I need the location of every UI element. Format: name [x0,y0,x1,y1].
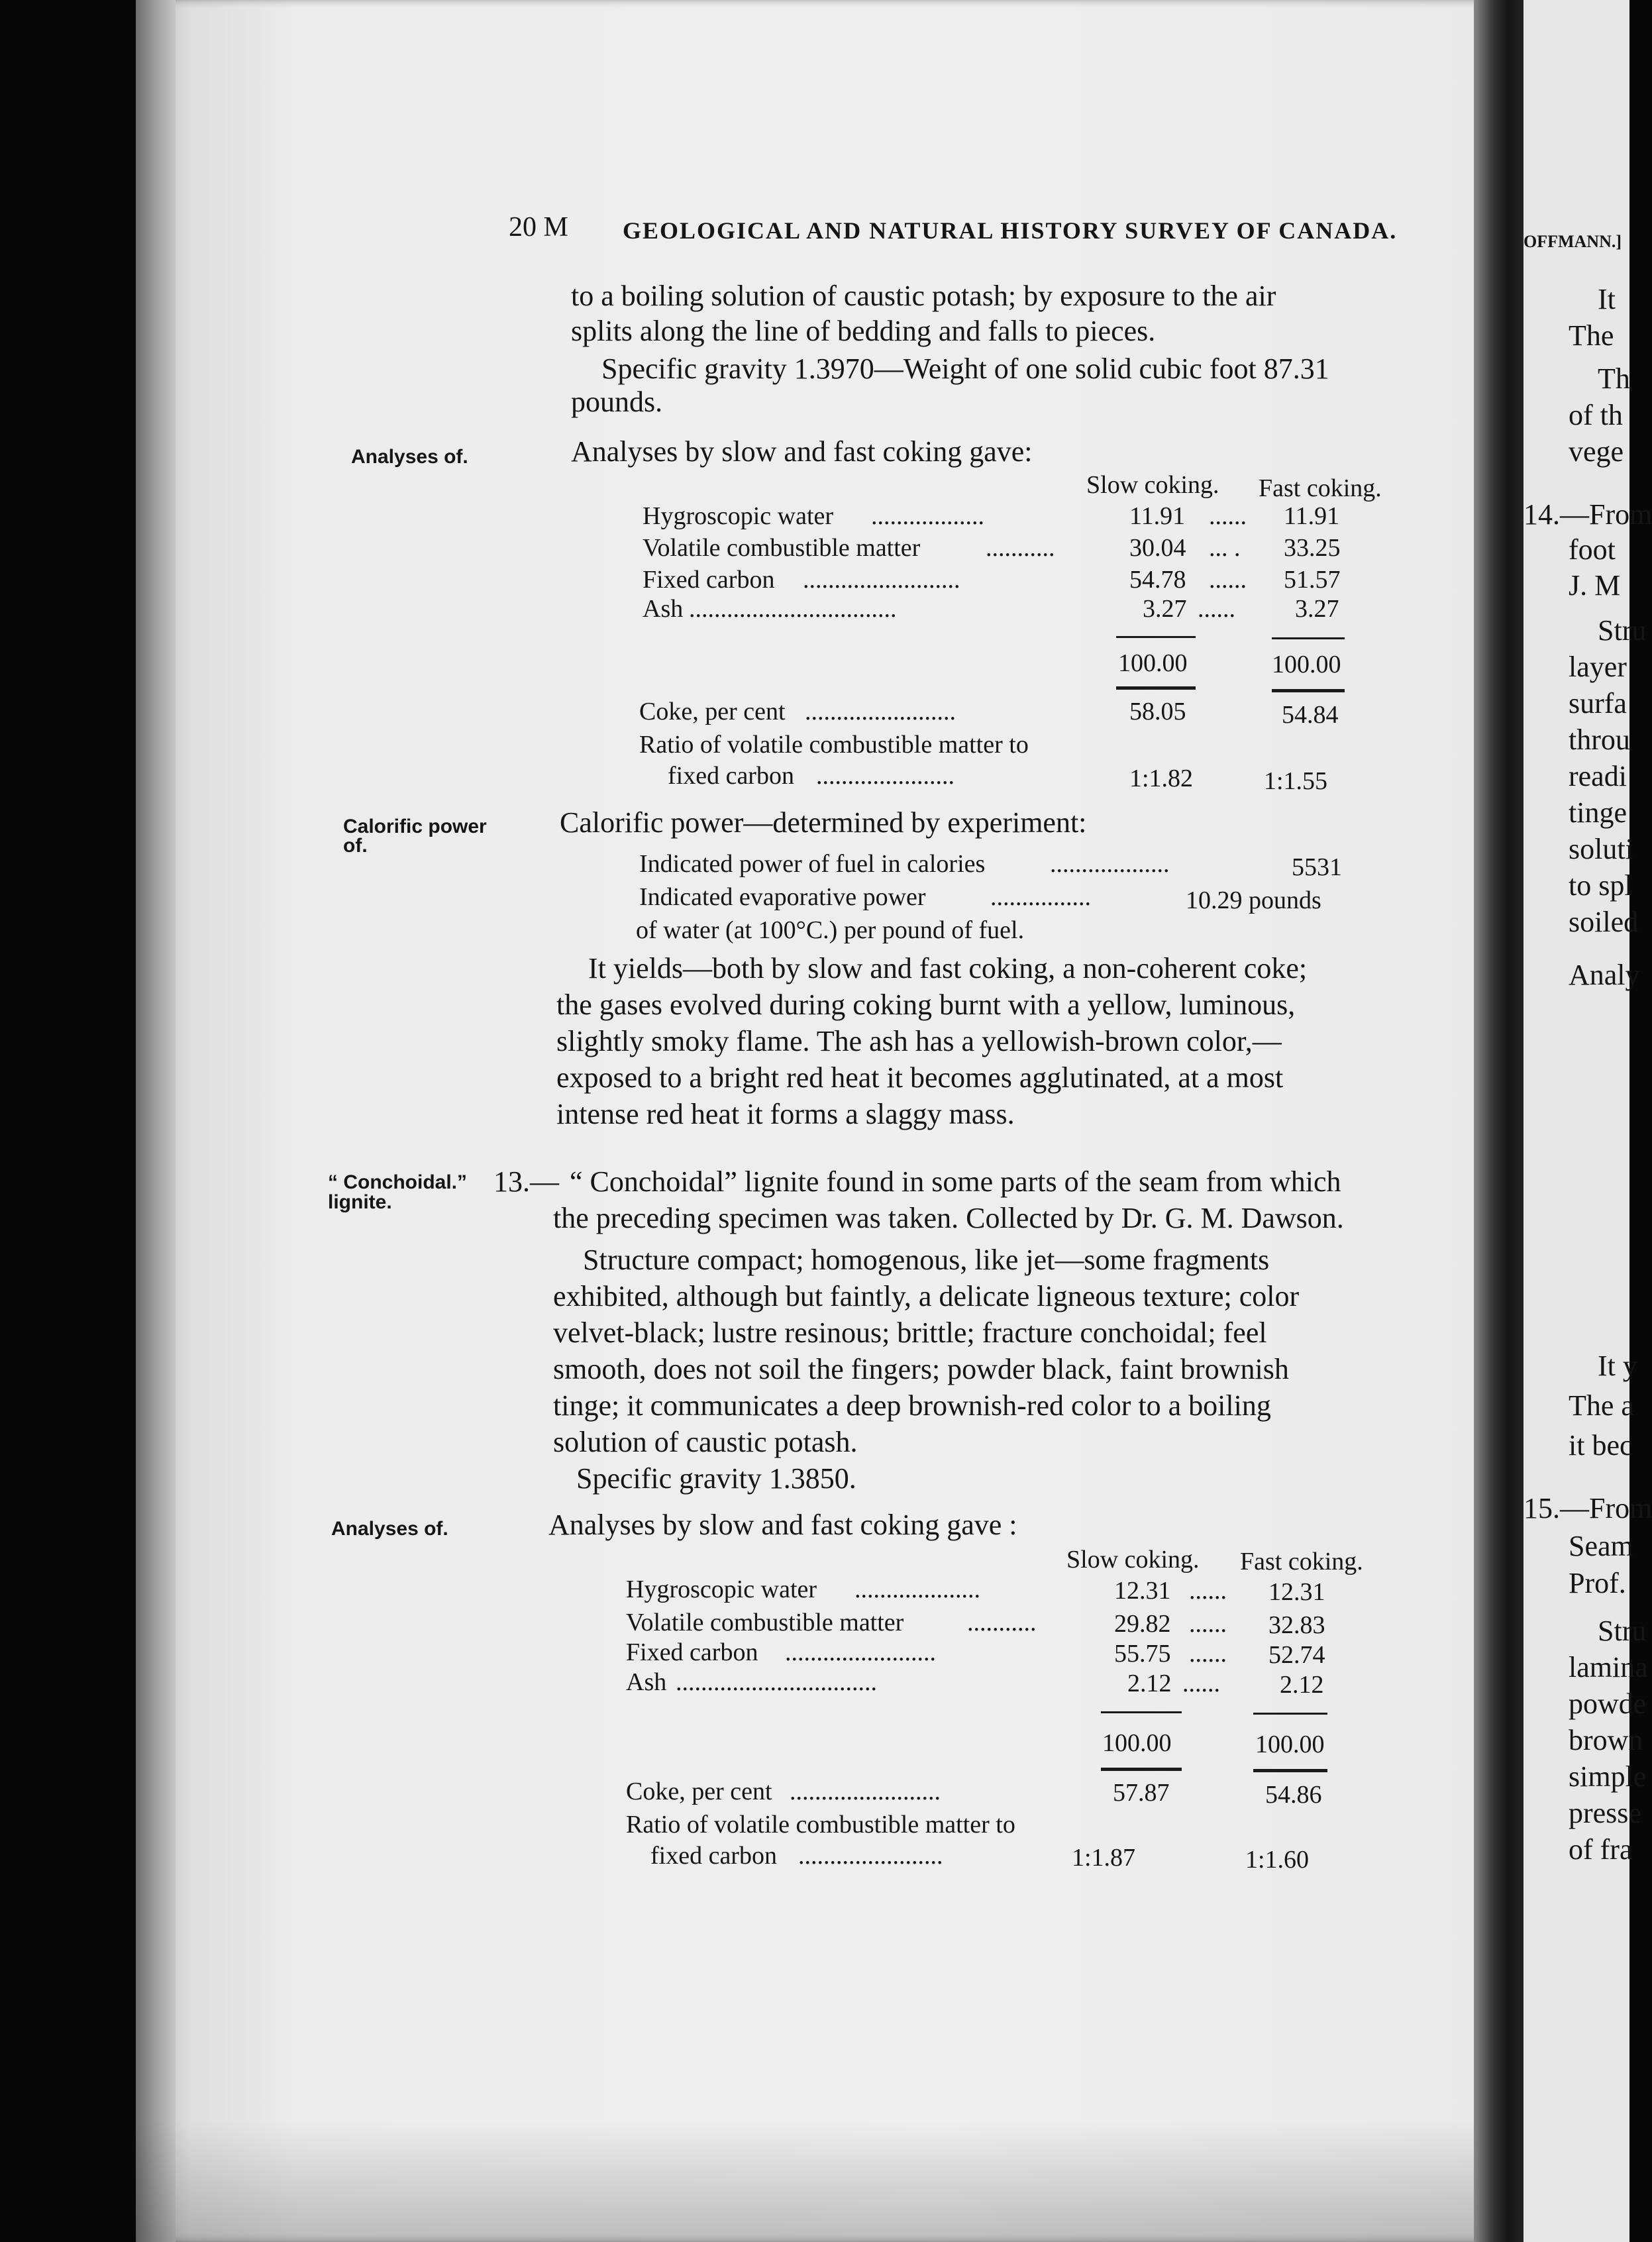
calorific-label: Indicated power of fuel in calories [639,850,986,878]
right-fragment: foot [1569,533,1616,566]
coke-label: Coke, per cent [639,698,786,725]
right-fragment: The [1569,319,1614,352]
body-line: “ Conchoidal” lignite found in some parts of the seam from which [570,1165,1341,1198]
ratio-fast: 1:1.60 [1245,1846,1310,1874]
right-fragment: of fra [1569,1833,1633,1866]
ratio-label: fixed carbon [668,762,794,790]
total-slow: 100.00 [1118,649,1188,677]
ratio-label: Ratio of volatile combustible matter to [639,731,1029,759]
cell-slow: 55.75 [1114,1640,1171,1668]
dot-leader: .................... [854,1575,980,1603]
right-fragment: surfa [1569,687,1627,720]
body-line: velvet-black; lustre resinous; brittle; fracture conchoidal; feel [553,1316,1267,1349]
right-page [1523,0,1652,2242]
right-fragment: Seam [1569,1530,1633,1562]
total-fast: 100.00 [1255,1731,1325,1758]
cell-slow: 12.31 [1114,1577,1171,1605]
cell-fast: 12.31 [1268,1578,1325,1606]
dot-leader: ...... [1209,566,1247,594]
sum-rule [1116,636,1196,638]
calorific-label: Indicated evaporative power [639,883,926,911]
cell-slow: 11.91 [1129,502,1186,530]
dot-leader: ................... [1050,850,1170,878]
total-rule [1116,686,1196,690]
right-fragment: soiled [1569,906,1639,938]
column-header-fast: Fast coking. [1240,1548,1363,1575]
cell-fast: 2.12 [1280,1671,1324,1699]
total-rule [1253,1769,1327,1772]
body-line: exposed to a bright red heat it becomes agglutinated, at a most [556,1061,1284,1094]
body-line: tinge; it communicates a deep brownish-red color to a boiling [553,1389,1271,1422]
right-fragment: of th [1569,399,1623,431]
sidenote-calorific: of. [343,835,368,857]
specific-gravity: Specific gravity 1.3970—Weight of one solid cubic foot 87.31 [601,352,1329,385]
sidenote-conchoidal: “ Conchoidal.” [328,1171,467,1193]
right-fragment: Stru [1598,614,1647,647]
body-line: exhibited, although but faintly, a delicate ligneous texture; color [553,1280,1300,1312]
calorific-heading: Calorific power—determined by experiment: [560,806,1087,839]
book-gutter [1474,0,1530,2242]
body-line: solution of caustic potash. [553,1426,858,1458]
right-fragment: simple [1569,1760,1647,1793]
ratio-label: Ratio of volatile combustible matter to [626,1811,1015,1839]
dot-leader: ... . [1209,534,1241,562]
running-title: GEOLOGICAL AND NATURAL HISTORY SURVEY OF CANADA. [623,217,1398,244]
cell-fast: 3.27 [1295,595,1339,623]
sidenote-conchoidal: lignite. [328,1191,392,1213]
column-header-fast: Fast coking. [1259,474,1382,502]
dot-leader: ...... [1209,502,1247,530]
dot-leader: ....................... [798,1842,943,1870]
dot-leader: ...... [1189,1640,1227,1668]
coke-fast: 54.86 [1265,1781,1322,1809]
sidenote-calorific: Calorific power [343,816,487,837]
coke-label: Coke, per cent [626,1778,772,1805]
right-fragment: lamina [1569,1651,1648,1683]
right-fragment: 14.—From [1523,498,1652,531]
dot-leader: ...... [1182,1670,1220,1697]
total-slow: 100.00 [1102,1729,1172,1757]
total-rule [1272,689,1345,692]
specific-gravity: Specific gravity 1.3850. [576,1462,856,1495]
row-label: Ash [643,595,684,623]
dot-leader: ........................ [790,1778,941,1805]
right-fragment: soluti [1569,833,1633,865]
right-fragment: The a [1569,1389,1634,1422]
row-label: Fixed carbon [643,566,775,594]
total-fast: 100.00 [1272,651,1341,678]
right-fragment: It y [1598,1350,1637,1382]
dot-leader: ...... [1189,1577,1227,1605]
body-line: Structure compact; homogenous, like jet—some fragments [583,1244,1270,1276]
sidenote-analyses: Analyses of. [331,1518,448,1540]
cell-fast: 52.74 [1268,1641,1325,1669]
dot-leader: ......................... [803,566,960,594]
coke-slow: 57.87 [1113,1779,1170,1807]
calorific-value: 10.29 pounds [1186,886,1321,914]
sum-rule [1272,637,1345,639]
dot-leader: ................................. [689,595,897,623]
cell-slow: 30.04 [1129,534,1186,562]
right-fragment: Th [1598,362,1630,395]
right-fragment: to spl [1569,869,1633,902]
row-label: Hygroscopic water [626,1575,817,1603]
body-line: smooth, does not soil the fingers; powder black, faint brownish [553,1353,1289,1385]
right-fragment: readi [1569,760,1627,792]
dot-leader: ................................ [676,1668,877,1696]
right-fragment: OFFMANN.] [1523,232,1622,251]
dot-leader: .................. [871,502,984,530]
dot-leader: ...... [1198,595,1235,623]
column-header-slow: Slow coking. [1066,1546,1200,1574]
row-label: Ash [626,1668,667,1696]
ratio-label: fixed carbon [650,1842,777,1870]
cell-fast: 33.25 [1284,534,1341,562]
table-intro: Analyses by slow and fast coking gave : [548,1509,1017,1541]
body-line: It yields—both by slow and fast coking, a non-coherent coke; [588,952,1308,985]
calorific-value: 5531 [1292,853,1342,881]
dot-leader: ................ [990,883,1091,911]
cell-fast: 11.91 [1284,502,1340,530]
right-fragment: presse [1569,1797,1641,1829]
ratio-fast: 1:1.55 [1264,767,1328,795]
ratio-slow: 1:1.87 [1072,1844,1136,1872]
right-fragment: Prof. [1569,1567,1626,1599]
dot-leader: ........................ [785,1638,936,1666]
cell-slow: 2.12 [1127,1670,1172,1697]
dot-leader: ........... [986,534,1055,562]
body-line: the preceding specimen was taken. Collected by Dr. G. M. Dawson. [553,1202,1344,1234]
sum-rule [1253,1713,1327,1715]
cell-fast: 32.83 [1268,1611,1325,1639]
right-fragment: powde [1569,1687,1647,1720]
table-intro: Analyses by slow and fast coking gave: [571,435,1033,468]
right-fragment: layer [1569,651,1627,683]
right-fragment: It [1598,283,1616,315]
right-fragment: Analy [1569,959,1640,991]
ratio-slow: 1:1.82 [1129,765,1194,792]
coke-slow: 58.05 [1129,698,1186,725]
calorific-note: of water (at 100°C.) per pound of fuel. [636,916,1025,944]
right-fragment: Stru [1598,1615,1647,1647]
row-label: Volatile combustible matter [626,1609,904,1636]
item-number: 13.— [493,1165,559,1198]
row-label: Hygroscopic water [643,502,834,530]
total-rule [1101,1768,1182,1771]
coke-fast: 54.84 [1282,701,1339,729]
cell-slow: 3.27 [1143,595,1187,623]
dot-leader: ........................ [805,698,956,725]
body-line: splits along the line of bedding and falls to pieces. [571,315,1156,347]
sidenote-analyses: Analyses of. [351,446,468,468]
body-line: the gases evolved during coking burnt with a yellow, luminous, [556,988,1296,1021]
dot-leader: ...... [1189,1610,1227,1638]
body-line: pounds. [571,386,663,418]
sum-rule [1101,1711,1182,1713]
dot-leader: ...................... [816,762,955,790]
cell-fast: 51.57 [1284,566,1341,594]
right-fragment: tinge [1569,796,1627,829]
column-header-slow: Slow coking. [1086,471,1219,499]
right-fragment: it bec [1569,1429,1633,1462]
body-line: to a boiling solution of caustic potash; by exposure to the air [571,280,1276,312]
right-fragment: J. M [1569,569,1621,602]
dot-leader: ........... [967,1609,1037,1636]
cell-slow: 54.78 [1129,566,1186,594]
right-fragment: vege [1569,435,1624,468]
row-label: Fixed carbon [626,1638,758,1666]
page-folio: 20 M [509,212,568,242]
right-fragment: throu [1569,723,1630,756]
cell-slow: 29.82 [1114,1610,1171,1638]
row-label: Volatile combustible matter [643,534,921,562]
page-shadow [136,2120,1480,2242]
body-line: slightly smoky flame. The ash has a yellowish-brown color,— [556,1025,1282,1057]
right-fragment: brown [1569,1724,1643,1756]
right-fragment: 15.—From [1523,1492,1652,1524]
body-line: intense red heat it forms a slaggy mass. [556,1098,1015,1130]
page-edge [136,0,176,2242]
